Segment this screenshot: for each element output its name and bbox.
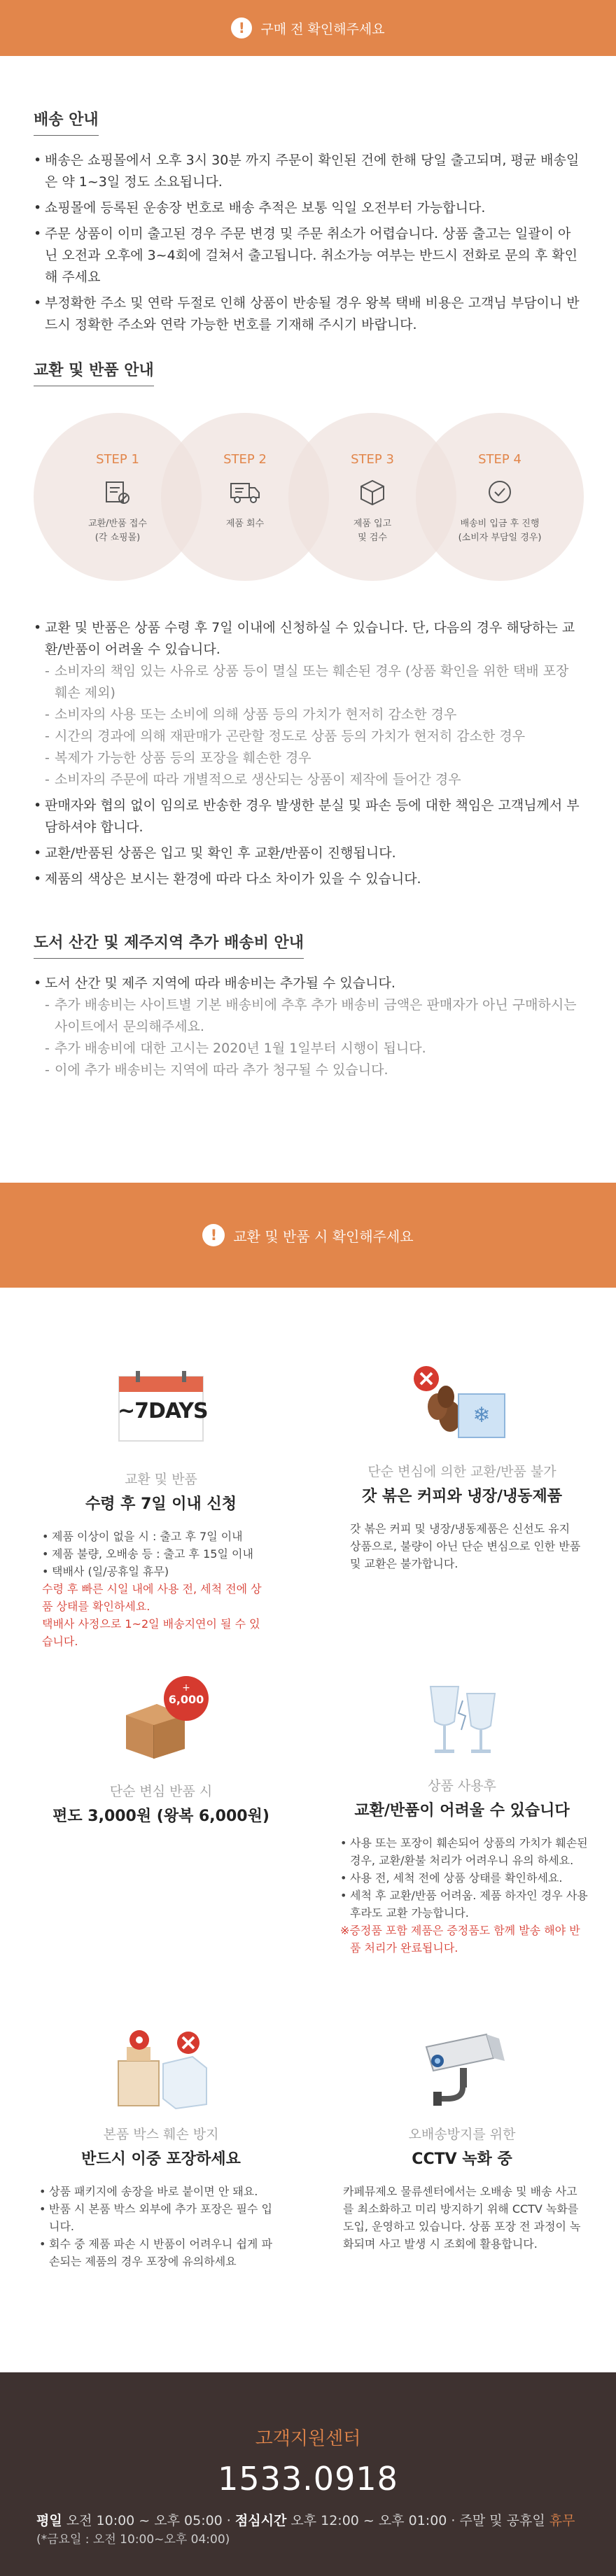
calendar-icon — [118, 1368, 208, 1442]
broken-glass-icon — [416, 1680, 507, 1760]
exchange-sub: - 복제가 가능한 상품 등의 포장을 훼손한 경우 — [34, 747, 582, 769]
coffee-frozen-icon — [410, 1365, 514, 1443]
weekday-hours: 오전 10:00 ~ 오후 05:00 · — [66, 2513, 231, 2528]
card-coffee — [322, 1365, 602, 1572]
step-desc: (각 쇼핑몰) — [94, 533, 141, 543]
footer-hours — [0, 2512, 616, 2549]
shipping-title: 배송 안내 — [34, 108, 99, 136]
customer-center-footer — [0, 2372, 616, 2576]
card-cctv — [322, 2026, 602, 2253]
days-badge: ~7DAYS — [118, 1399, 208, 1423]
fee-badge — [164, 1676, 209, 1721]
shipping-item: • 부정확한 주소 및 연락 두절로 인해 상품이 반송될 경우 왕복 택배 비용은 고객님 부담이니 반드시 정확한 주소와 연락 가능한 번호를 기재해 주시기 바랍니다. — [34, 293, 582, 336]
shipping-section — [0, 108, 616, 336]
card-heading: 반드시 이중 포장하세요 — [81, 2151, 241, 2168]
island-sub: - 이에 추가 배송비는 지역에 따라 추가 청구될 수 있습니다. — [34, 1060, 582, 1081]
card-warning: ※증정품 포함 제품은 증정품도 함께 발송 해야 반품 처리가 완료됩니다. — [340, 1924, 580, 1955]
island-sub: - 추가 배송비에 대한 고시는 2020년 1월 1일부터 시행이 됩니다. — [34, 1038, 582, 1060]
card-bullet: • 택배사 (일/공휴일 휴무) — [42, 1563, 301, 1580]
second-banner — [0, 1183, 616, 1288]
holiday-text: 휴무 — [549, 2513, 575, 2528]
fee-badge-amount: 6,000 — [168, 1693, 204, 1706]
exclamation-icon: ! — [202, 1224, 225, 1246]
card-bullet: • 반품 시 본품 박스 외부에 추가 포장은 필수 입니다. — [39, 2200, 280, 2235]
step-label: STEP 1 — [96, 452, 139, 467]
step-4 — [416, 413, 584, 581]
second-banner-text: 교환 및 반품 시 확인해주세요 — [233, 1227, 414, 1245]
exclamation-icon: ! — [231, 17, 252, 38]
card-bullet: • 사용 또는 포장이 훼손되어 상품의 가치가 훼손된 경우, 교환/환불 처리가 어려우니 유의 하세요. — [340, 1834, 589, 1869]
card-caption: 상품 사용후 — [428, 1778, 496, 1794]
exchange-sub: - 시간의 경과에 의해 재판매가 곤란할 정도로 상품 등의 가치가 현저히 감소한 경우 — [34, 726, 582, 747]
truck-icon — [230, 477, 260, 507]
form-edit-icon — [104, 477, 132, 507]
card-bullet: • 사용 전, 세척 전에 상품 상태를 확인하세요. — [340, 1869, 589, 1887]
card-heading: CCTV 녹화 중 — [412, 2151, 512, 2168]
packaging-icon — [108, 2026, 214, 2110]
footer-title: 고객지원센터 — [255, 2428, 361, 2449]
step-desc: (소비자 부담일 경우) — [458, 533, 542, 543]
footer-phone[interactable]: 1533.0918 — [218, 2460, 398, 2498]
box-icon — [358, 477, 386, 507]
lunch-hours: 오후 12:00 ~ 오후 01:00 · 주말 및 공휴일 — [290, 2513, 545, 2528]
box-fee-icon — [112, 1676, 210, 1760]
island-title: 도서 산간 및 제주지역 추가 배송비 안내 — [34, 931, 304, 959]
step-label: STEP 2 — [223, 452, 267, 467]
card-body: 카페뮤제오 물류센터에서는 오배송 및 배송 사고를 최소화하고 미리 방지하기 위해 CCTV 녹화를 도입, 운영하고 있습니다. 상품 포장 전 과정이 녹화되며 사고 발생 시 조회에 활용합니다. — [343, 2185, 581, 2251]
card-after-use — [322, 1680, 602, 1957]
card-warning: 택배사 사정으로 1~2일 배송지연이 될 수 있습니다. — [42, 1617, 260, 1648]
step-desc: 제품 회수 — [225, 519, 265, 529]
svg-text:❄: ❄ — [472, 1403, 491, 1428]
cctv-icon — [416, 2026, 507, 2110]
card-bullet: • 회수 중 제품 파손 시 반품이 어려우니 쉽게 파손되는 제품의 경우 포장에 유의하세요 — [39, 2235, 280, 2270]
card-heading: 수령 후 7일 이내 신청 — [85, 1495, 237, 1513]
shipping-item: • 주문 상품이 이미 출고된 경우 주문 변경 및 주문 취소가 어렵습니다. 상품 출고는 일괄이 아닌 오전과 오후에 3~4회에 걸쳐서 출고됩니다. 취소가능 여부는 반드시 전화로 문의 후 확인해 주세요 — [34, 223, 582, 288]
exchange-item: • 교환 및 반품은 상품 수령 후 7일 이내에 신청하실 수 있습니다. 단, 다음의 경우 해당하는 교환/반품이 어려울 수 있습니다. — [34, 617, 582, 661]
step-label: STEP 3 — [351, 452, 394, 467]
card-bullet: • 제품 이상이 없을 시 : 출고 후 7일 이내 — [42, 1528, 301, 1545]
weekday-label: 평일 — [36, 2513, 62, 2528]
card-bullet: • 상품 패키지에 송장을 바로 붙이면 안 돼요. — [39, 2183, 280, 2200]
exchange-title: 교환 및 반품 안내 — [34, 358, 154, 386]
card-bullet: • 제품 불량, 오배송 등 : 출고 후 15일 이내 — [42, 1545, 301, 1563]
card-caption: 오배송방지를 위한 — [408, 2127, 516, 2142]
card-7days — [21, 1368, 301, 1650]
fee-badge-plus: + — [182, 1682, 190, 1694]
exchange-item: • 교환/반품된 상품은 입고 및 확인 후 교환/반품이 진행됩니다. — [34, 843, 582, 864]
card-caption: 단순 변심에 의한 교환/반품 불가 — [368, 1464, 556, 1479]
steps — [34, 413, 582, 581]
card-bullet: • 세척 후 교환/반품 어려움. 제품 하자인 경우 사용 후라도 교환 가능합니다. — [340, 1887, 589, 1922]
card-caption: 본품 박스 훼손 방지 — [103, 2127, 219, 2142]
card-warning: 수령 후 빠른 시일 내에 사용 전, 세척 전에 상품 상태를 확인하세요. — [42, 1582, 262, 1613]
shipping-item: • 배송은 쇼핑몰에서 오후 3시 30분 까지 주문이 확인된 건에 한해 당일 출고되며, 평균 배송일은 약 1~3일 정도 소요됩니다. — [34, 150, 582, 193]
step-label: STEP 4 — [478, 452, 522, 467]
step-desc: 배송비 입금 후 진행 — [460, 519, 540, 529]
refresh-icon — [486, 477, 514, 507]
step-desc: 제품 입고 — [353, 519, 392, 529]
exchange-sub: - 소비자의 책임 있는 사유로 상품 등이 멸실 또는 훼손된 경우 (상품 확인을 위한 택배 포장 훼손 제외) — [34, 661, 582, 704]
top-banner-text: 구매 전 확인해주세요 — [260, 21, 385, 37]
card-double-pack — [21, 2026, 301, 2270]
island-section — [0, 931, 616, 1081]
top-banner — [0, 0, 616, 56]
exchange-sub: - 소비자의 주문에 따라 개별적으로 생산되는 상품이 제작에 들어간 경우 — [34, 769, 582, 791]
card-body: 갓 볶은 커피 및 냉장/냉동제품은 신선도 유지 상품으로, 불량이 아닌 단순 변심으로 인한 반품 및 교환은 불가합니다. — [350, 1522, 581, 1570]
friday-hours: (*금요일 : 오전 10:00~오후 04:00) — [36, 2533, 230, 2547]
exchange-sub: - 소비자의 사용 또는 소비에 의해 상품 등의 가치가 현저히 감소한 경우 — [34, 704, 582, 726]
step-desc: 및 검수 — [358, 533, 387, 543]
exchange-item: • 판매자와 협의 없이 임의로 반송한 경우 발생한 분실 및 파손 등에 대한 책임은 고객님께서 부담하셔야 합니다. — [34, 795, 582, 838]
card-return-fee — [21, 1676, 301, 1826]
card-heading: 편도 3,000원 (왕복 6,000원) — [52, 1808, 270, 1825]
card-heading: 갓 볶은 커피와 냉장/냉동제품 — [361, 1488, 563, 1505]
card-heading: 교환/반품이 어려울 수 있습니다 — [354, 1802, 570, 1820]
exchange-item: • 제품의 색상은 보시는 환경에 따라 다소 차이가 있을 수 있습니다. — [34, 868, 582, 890]
step-desc: 교환/반품 접수 — [88, 519, 147, 529]
island-item: • 도서 산간 및 제주 지역에 따라 배송비는 추가될 수 있습니다. — [34, 973, 582, 994]
exchange-section — [0, 358, 616, 890]
lunch-label: 점심시간 — [234, 2513, 287, 2528]
card-caption: 교환 및 반품 — [125, 1472, 197, 1487]
card-caption: 단순 변심 반품 시 — [109, 1784, 213, 1799]
island-sub: - 추가 배송비는 사이트별 기본 배송비에 추후 추가 배송비 금액은 판매자가 아닌 구매하시는 사이트에서 문의해주세요. — [34, 994, 582, 1038]
shipping-item: • 쇼핑몰에 등록된 운송장 번호로 배송 추적은 보통 익일 오전부터 가능합니다. — [34, 197, 582, 219]
